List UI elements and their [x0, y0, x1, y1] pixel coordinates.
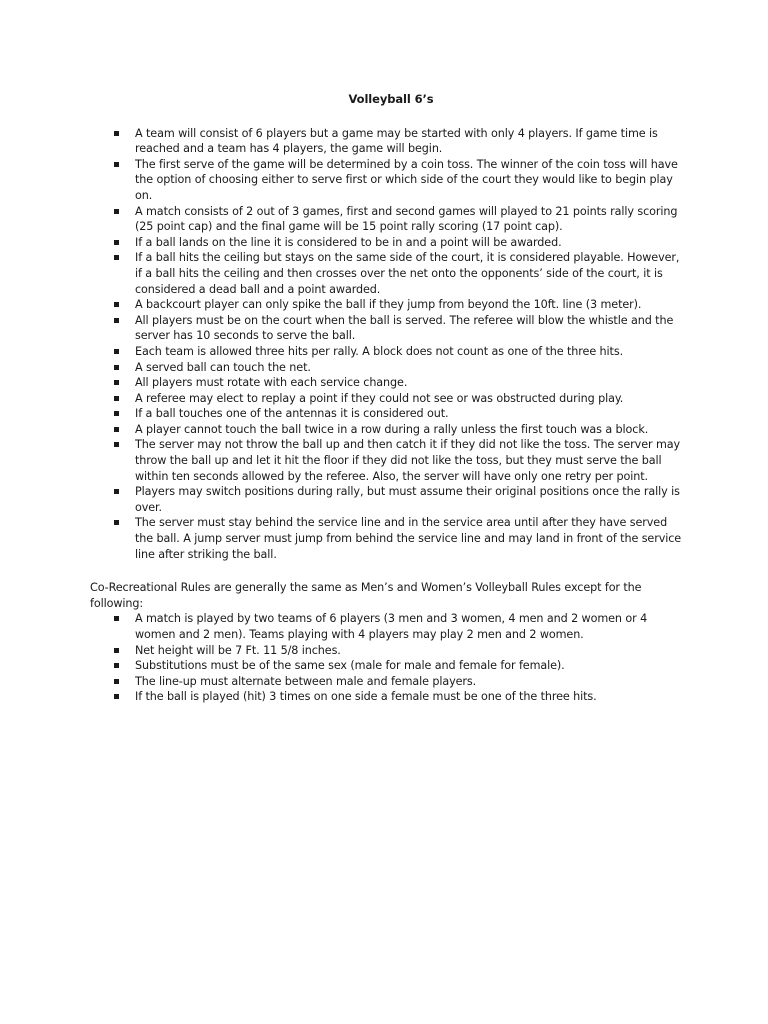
rule-item: Players may switch positions during rally, but must assume their original positions once the rally is over.	[135, 484, 682, 515]
bullet-icon	[114, 679, 119, 684]
bullet-icon	[114, 663, 119, 668]
rule-item: All players must be on the court when the ball is served. The referee will blow the whistle and the server has 10 seconds to serve the ball.	[135, 313, 682, 344]
rule-item: The server must stay behind the service line and in the service area until after they have served the ball. A jump server must jump from behind the service line and may land in front of the service line after striking the ball.	[135, 515, 682, 562]
bullet-icon	[114, 520, 119, 525]
bullet-icon	[114, 240, 119, 245]
bullet-icon	[114, 648, 119, 653]
corec-intro: Co-Recreational Rules are generally the same as Men’s and Women’s Volleyball Rules except for the following:	[90, 581, 642, 610]
bullet-icon	[114, 365, 119, 370]
rule-item: A served ball can touch the net.	[135, 360, 682, 376]
rule-item: All players must rotate with each service change.	[135, 375, 682, 391]
corec-rule-item: If the ball is played (hit) 3 times on one side a female must be one of the three hits.	[135, 689, 682, 705]
bullet-icon	[114, 162, 119, 167]
rule-item: Each team is allowed three hits per rally. A block does not count as one of the three hits.	[135, 344, 682, 360]
document-title: Volleyball 6’s	[348, 92, 434, 106]
corec-rule-item: Net height will be 7 Ft. 11 5/8 inches.	[135, 643, 682, 659]
rule-item: If a ball lands on the line it is considered to be in and a point will be awarded.	[135, 235, 682, 251]
bullet-icon	[114, 209, 119, 214]
corec-rule-item: The line-up must alternate between male and female players.	[135, 674, 682, 690]
bullet-icon	[114, 396, 119, 401]
rule-item: The first serve of the game will be determined by a coin toss. The winner of the coin toss will have the option of choosing either to serve first or which side of the court they would like to begin play on.	[135, 157, 682, 204]
bullet-icon	[114, 411, 119, 416]
bullet-icon	[114, 442, 119, 447]
bullet-icon	[114, 302, 119, 307]
corec-rule-item: A match is played by two teams of 6 players (3 men and 3 women, 4 men and 2 women or 4 women and 2 men). Teams playing with 4 players may play 2 men and 2 women.	[135, 611, 682, 642]
bullet-icon	[114, 694, 119, 699]
corec-rules-list	[90, 611, 682, 705]
bullet-icon	[114, 318, 119, 323]
corec-rule-item: Substitutions must be of the same sex (male for male and female for female).	[135, 658, 682, 674]
rule-item: The server may not throw the ball up and then catch it if they did not like the toss. The server may throw the ball up and let it hit the floor if they did not like the toss, but they must serve the ball within ten seconds allowed by the referee. Also, the server will have only one retry per point.	[135, 437, 682, 484]
bullet-icon	[114, 349, 119, 354]
bullet-icon	[114, 616, 119, 621]
rules-list	[90, 126, 682, 563]
bullet-icon	[114, 489, 119, 494]
bullet-icon	[114, 380, 119, 385]
rule-item: A player cannot touch the ball twice in a row during a rally unless the first touch was a block.	[135, 422, 682, 438]
rule-item: A match consists of 2 out of 3 games, first and second games will played to 21 points rally scoring (25 point cap) and the final game will be 15 point rally scoring (17 point cap).	[135, 204, 682, 235]
bullet-icon	[114, 427, 119, 432]
rule-item: If a ball touches one of the antennas it is considered out.	[135, 406, 682, 422]
rule-item: If a ball hits the ceiling but stays on the same side of the court, it is considered playable. However, if a ball hits the ceiling and then crosses over the net onto the opponents’ side of the court, it is considered a dead ball and a point awarded.	[135, 250, 682, 297]
rule-item: A referee may elect to replay a point if they could not see or was obstructed during play.	[135, 391, 682, 407]
bullet-icon	[114, 255, 119, 260]
bullet-icon	[114, 131, 119, 136]
rule-item: A backcourt player can only spike the ball if they jump from beyond the 10ft. line (3 meter).	[135, 297, 682, 313]
rule-item: A team will consist of 6 players but a game may be started with only 4 players. If game time is reached and a team has 4 players, the game will begin.	[135, 126, 682, 157]
